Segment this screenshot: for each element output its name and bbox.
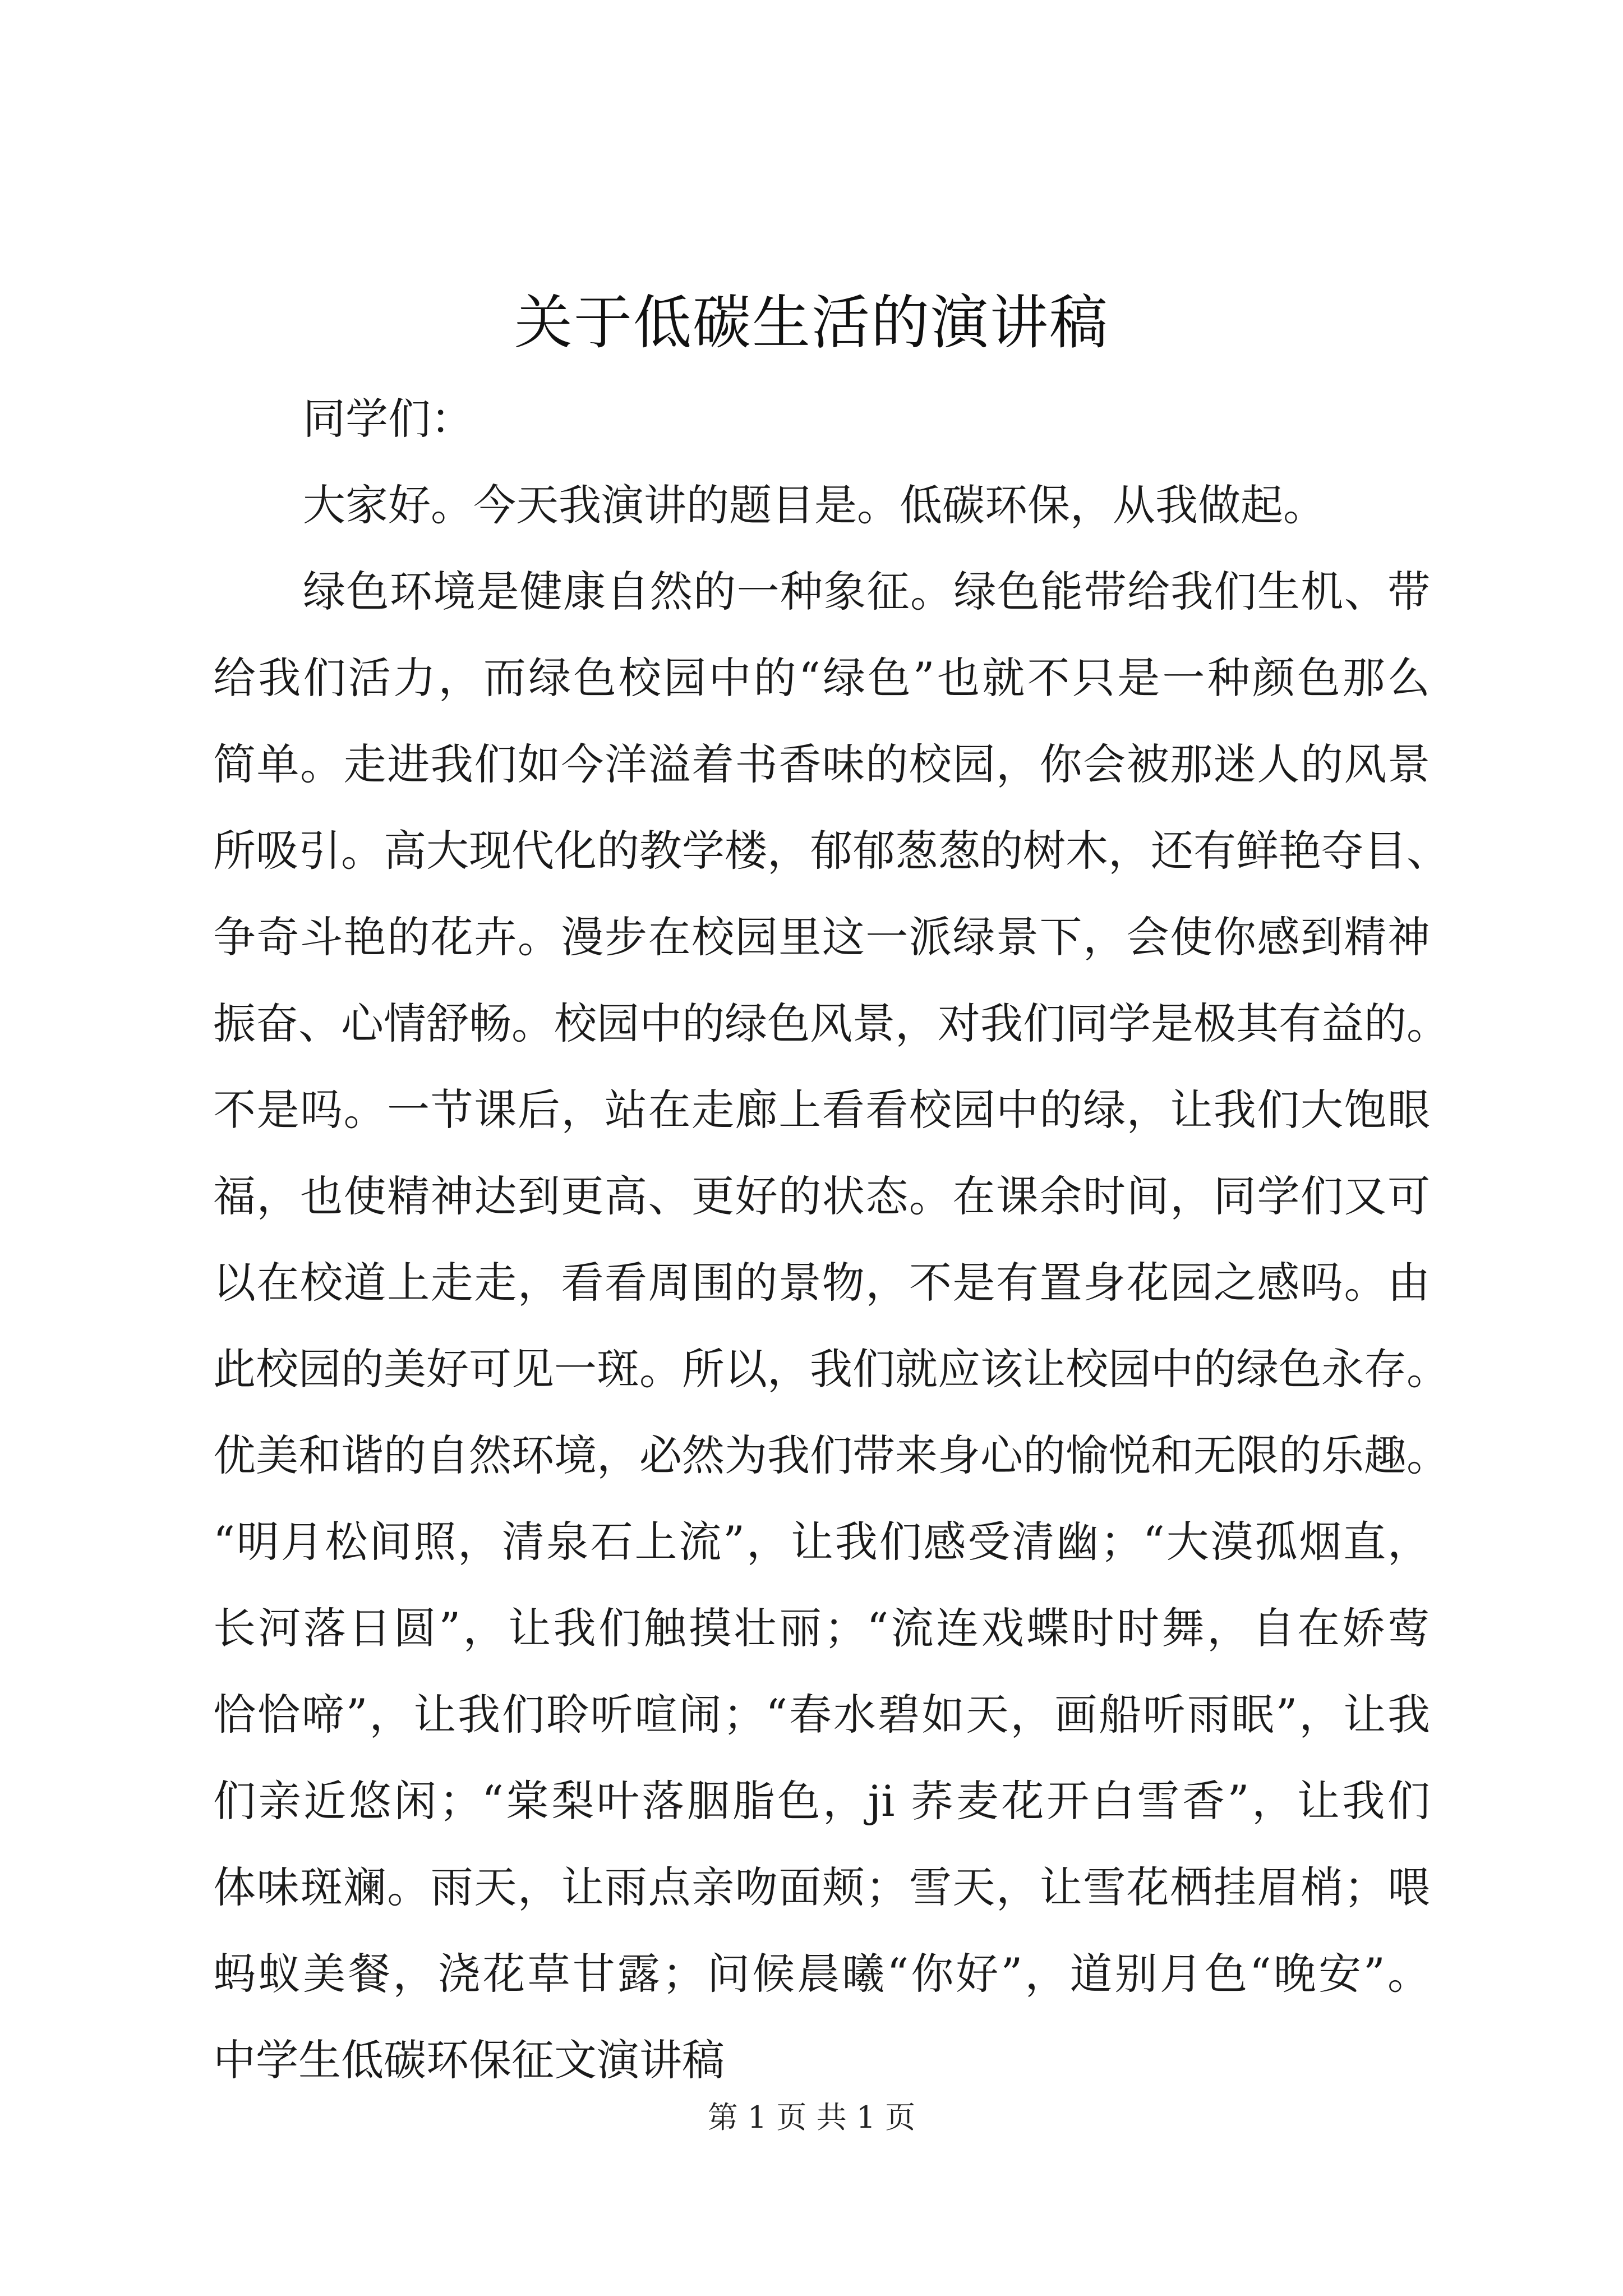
body-line: 振奋、心情舒畅。校园中的绿色风景，对我们同学是极其有益的。	[213, 999, 1449, 1048]
body-line: 福，也使精神达到更高、更好的状态。在课余时间，同学们又可	[213, 1171, 1430, 1221]
body-line: 不是吗。一节课后，站在走廊上看看校园中的绿，让我们大饱眼	[213, 1085, 1430, 1135]
body-line: 以在校道上走走，看看周围的景物，不是有置身花园之感吗。由	[213, 1258, 1430, 1308]
body-line: 所吸引。高大现代化的教学楼，郁郁葱葱的树木，还有鲜艳夺目、	[213, 826, 1449, 876]
body-line: 绿色环境是健康自然的一种象征。绿色能带给我们生机、带	[303, 567, 1430, 616]
body-line: 们亲近悠闲；“棠梨叶落胭脂色，ji 荞麦花开白雪香”，让我们	[213, 1776, 1430, 1826]
body-line: 简单。走进我们如今洋溢着书香味的校园，你会被那迷人的风景	[213, 739, 1430, 789]
body-line: 争奇斗艳的花卉。漫步在校园里这一派绿景下，会使你感到精神	[213, 912, 1430, 962]
body-line: 给我们活力，而绿色校园中的“绿色”也就不只是一种颜色那么	[213, 653, 1430, 703]
body-line: 蚂蚁美餐，浇花草甘露；问候晨曦“你好”，道别月色“晚安”。	[213, 1949, 1430, 1999]
body-line: 大家好。今天我演讲的题目是。低碳环保，从我做起。	[303, 480, 1326, 530]
body-line: 优美和谐的自然环境，必然为我们带来身心的愉悦和无限的乐趣。	[213, 1430, 1449, 1480]
body-line: 长河落日圆”，让我们触摸壮丽；“流连戏蝶时时舞，自在娇莺	[213, 1603, 1430, 1653]
page-footer: 第 1 页 共 1 页	[707, 2100, 916, 2135]
body-line: 此校园的美好可见一斑。所以，我们就应该让校园中的绿色永存。	[213, 1344, 1449, 1394]
body-line: 恰恰啼”，让我们聆听喧闹；“春水碧如天，画船听雨眠”，让我	[213, 1690, 1430, 1740]
body-line: 中学生低碳环保征文演讲稿	[213, 2035, 725, 2085]
body-line: 体味斑斓。雨天，让雨点亲吻面颊；雪天，让雪花栖挂眉梢；喂	[213, 1862, 1430, 1912]
document-title: 关于低碳生活的演讲稿	[514, 288, 1109, 357]
salutation-line: 同学们：	[303, 394, 473, 444]
body-line: “明月松间照，清泉石上流”，让我们感受清幽；“大漠孤烟直，	[213, 1517, 1430, 1567]
document-body	[213, 376, 1449, 2104]
